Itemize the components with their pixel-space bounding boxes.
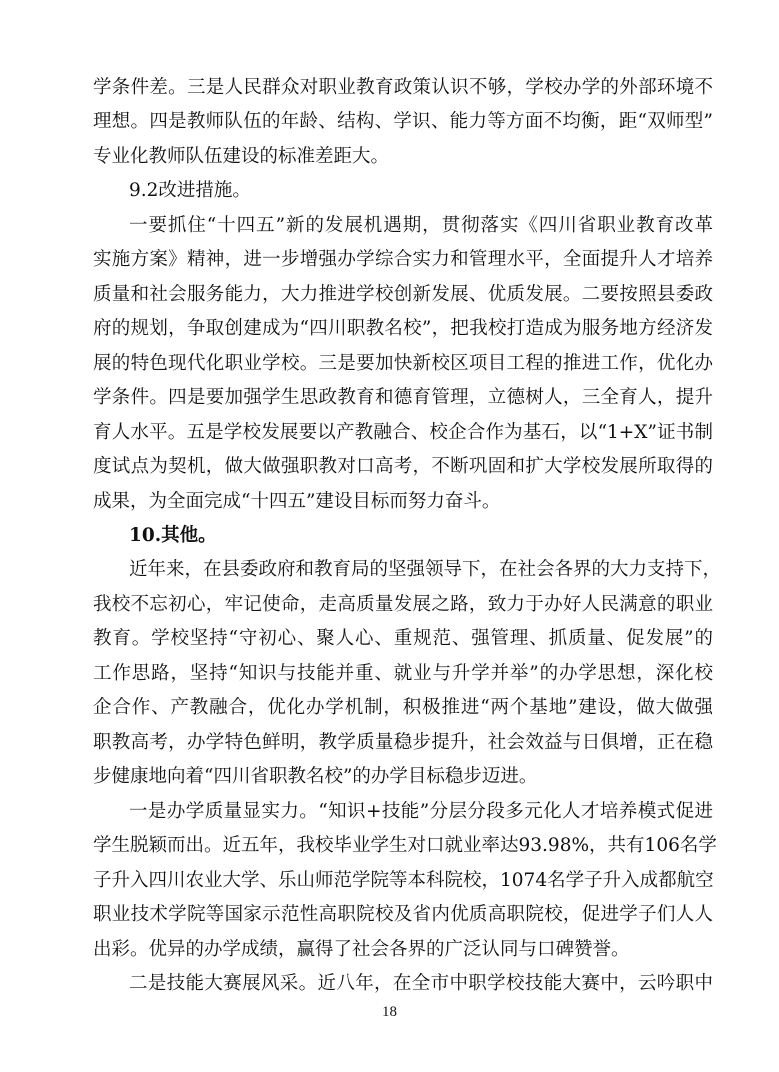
body-text-line: 步健康地向着“四川省职教名校”的办学目标稳步迈进。 xyxy=(93,766,538,787)
body-text-line: 职教高考，办学特色鲜明，教学质量稳步提升，社会效益与日俱增，正在稳 xyxy=(93,732,713,753)
body-text-line: 府的规划，争取创建成为“四川职教名校”，把我校打造成为服务地方经济发 xyxy=(93,318,713,339)
page-number: 18 xyxy=(382,1004,397,1020)
body-text-line: 实施方案》精神，进一步增强办学综合实力和管理水平，全面提升人才培养 xyxy=(93,249,713,270)
body-text-line: 质量和社会服务能力，大力推进学校创新发展、优质发展。二要按照县委政 xyxy=(93,284,713,305)
section-heading-9-2: 9.2改进措施。 xyxy=(129,180,251,201)
body-text-line: 教育。学校坚持“守初心、聚人心、重规范、强管理、抓质量、促发展”的 xyxy=(93,628,713,649)
body-text-line: 理想。四是教师队伍的年龄、结构、学识、能力等方面不均衡，距“双师型” xyxy=(93,111,713,132)
body-text-line: 企合作、产教融合，优化办学机制，积极推进“两个基地”建设，做大做强 xyxy=(93,697,713,718)
body-text-line: 育人水平。五是学校发展要以产教融合、校企合作为基石，以“1+X”证书制 xyxy=(93,422,713,443)
body-text-line: 度试点为契机，做大做强职教对口高考，不断巩固和扩大学校发展所取得的 xyxy=(93,456,713,477)
body-text-line: 展的特色现代化职业学校。三是要加快新校区项目工程的推进工作，优化办 xyxy=(93,353,713,374)
body-text-line: 我校不忘初心，牢记使命，走高质量发展之路，致力于办好人民满意的职业 xyxy=(93,594,713,615)
body-text-line: 一是办学质量显实力。“知识+技能”分层分段多元化人才培养模式促进 xyxy=(129,801,713,822)
body-text-line: 工作思路，坚持“知识与技能并重、就业与升学并举”的办学思想，深化校 xyxy=(93,663,713,684)
body-text-line: 学条件。四是要加强学生思政教育和德育管理，立德树人，三全育人，提升 xyxy=(93,387,713,408)
body-text-line: 成果，为全面完成“十四五”建设目标而努力奋斗。 xyxy=(93,491,501,512)
body-text-line: 二是技能大赛展风采。近八年，在全市中职学校技能大赛中，云吟职中 xyxy=(129,973,713,994)
body-text-line: 学生脱颖而出。近五年，我校毕业学生对口就业率达93.98%，共有106名学 xyxy=(93,835,717,856)
body-text-line: 子升入四川农业大学、乐山师范学院等本科院校，1074名学子升入成都航空 xyxy=(93,870,714,891)
body-text-line: 专业化教师队伍建设的标准差距大。 xyxy=(93,146,390,167)
body-text-line: 学条件差。三是人民群众对职业教育政策认识不够，学校办学的外部环境不 xyxy=(93,77,713,98)
body-text-line: 出彩。优异的办学成绩，赢得了社会各界的广泛认同与口碑赞誉。 xyxy=(93,939,630,960)
body-text-line: 职业技术学院等国家示范性高职院校及省内优质高职院校，促进学子们人人 xyxy=(93,904,713,925)
section-heading-10: 10.其他。 xyxy=(129,525,217,546)
body-text-line: 一要抓住“十四五”新的发展机遇期，贯彻落实《四川省职业教育改革 xyxy=(129,215,713,236)
body-text-line: 近年来，在县委政府和教育局的坚强领导下，在社会各界的大力支持下， xyxy=(129,559,722,580)
